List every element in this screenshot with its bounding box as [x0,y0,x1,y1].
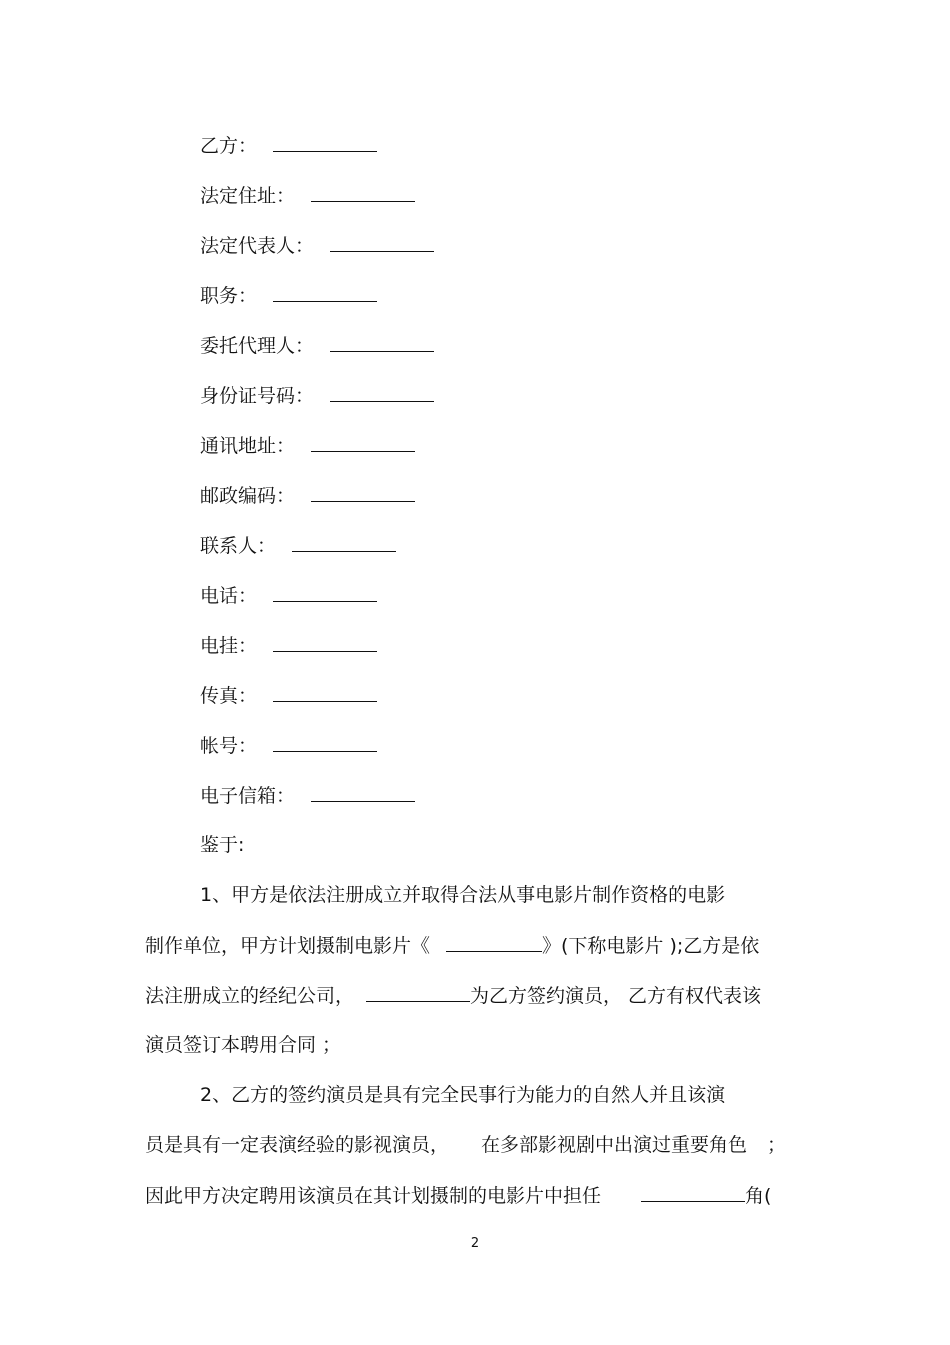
blank-line[interactable] [273,283,377,302]
field-account: 帐号： [200,733,377,758]
blank-line[interactable] [273,733,377,752]
blank-line[interactable] [641,1183,745,1202]
p1-line3: 法注册成立的经纪公司， 为乙方签约演员， 乙方有权代表该 [145,985,762,1007]
blank-line[interactable] [446,933,542,952]
field-mailing-address: 通讯地址： [200,433,415,458]
blank-line[interactable] [311,433,415,452]
field-phone: 电话： [200,583,377,608]
blank-line[interactable] [330,383,434,402]
whereas-heading: 鉴于: [200,834,245,856]
field-position: 职务： [200,283,377,308]
field-email: 电子信箱： [200,783,415,808]
blank-line[interactable] [273,683,377,702]
blank-line[interactable] [330,233,434,252]
blank-line[interactable] [366,983,470,1002]
field-cable: 电挂： [200,633,377,658]
blank-line[interactable] [311,183,415,202]
blank-line[interactable] [273,633,377,652]
blank-line[interactable] [311,483,415,502]
blank-line[interactable] [273,133,377,152]
p1-line2: 制作单位，甲方计划摄制电影片《 》(下称电影片 );乙方是依 [145,935,760,957]
page-number: 2 [470,1236,480,1251]
p1-line1: 1、甲方是依法注册成立并取得合法从事电影片制作资格的电影 [200,884,726,906]
field-postal-code: 邮政编码： [200,483,415,508]
p2-line1: 2、乙方的签约演员是具有完全民事行为能力的自然人并且该演 [200,1084,726,1106]
field-legal-address: 法定住址： [200,183,415,208]
p2-line3: 因此甲方决定聘用该演员在其计划摄制的电影片中担任 角( [145,1185,772,1207]
field-contact-person: 联系人： [200,533,396,558]
blank-line[interactable] [311,783,415,802]
field-party-b: 乙方： [200,133,377,158]
blank-line[interactable] [273,583,377,602]
p2-line2: 员是具有一定表演经验的影视演员， 在多部影视剧中出演过重要角色 ； [145,1134,787,1156]
blank-line[interactable] [330,333,434,352]
blank-line[interactable] [292,533,396,552]
p1-line4: 演员签订本聘用合同 ； [145,1034,342,1056]
field-legal-representative: 法定代表人： [200,233,434,258]
field-agent: 委托代理人： [200,333,434,358]
field-id-number: 身份证号码： [200,383,434,408]
field-fax: 传真： [200,683,377,708]
